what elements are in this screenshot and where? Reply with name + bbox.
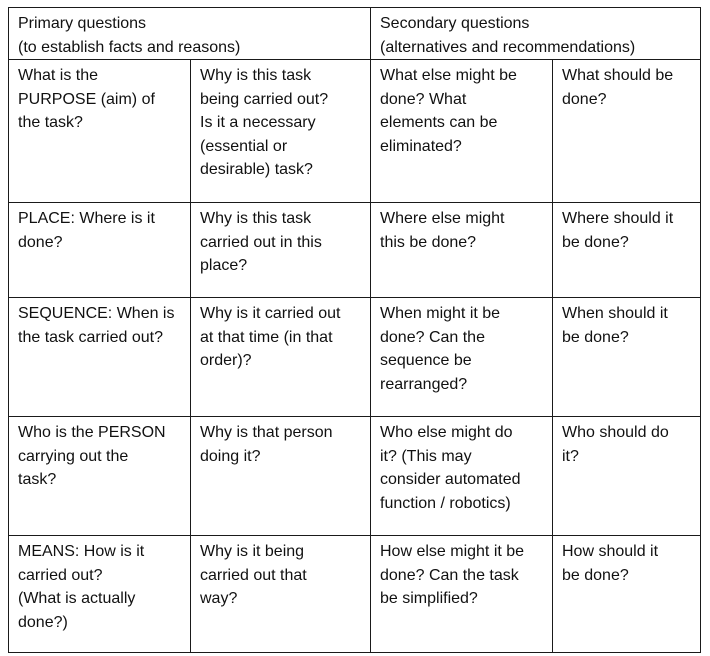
why-cell: Why is that person doing it? [191, 417, 371, 536]
recommendation-cell: Who should do it? [553, 417, 701, 536]
header-row [9, 8, 701, 60]
alternative-cell: When might it be done? Can the sequence be rearranged? [371, 298, 553, 417]
recommendation-cell: When should it be done? [553, 298, 701, 417]
table-row [9, 203, 701, 298]
question-cell: PLACE: Where is it done? [9, 203, 191, 298]
alternative-cell: How else might it be done? Can the task be simplified? [371, 536, 553, 653]
table-row [9, 298, 701, 417]
why-cell: Why is it being carried out that way? [191, 536, 371, 653]
recommendation-cell: Where should it be done? [553, 203, 701, 298]
recommendation-cell: How should it be done? [553, 536, 701, 653]
question-cell: Who is the PERSON carrying out the task? [9, 417, 191, 536]
recommendation-cell: What should be done? [553, 60, 701, 203]
why-cell: Why is it carried out at that time (in that order)? [191, 298, 371, 417]
table-row [9, 60, 701, 203]
primary-questions-header: Primary questions (to establish facts and reasons) [9, 8, 371, 60]
why-cell: Why is this task being carried out? Is it a necessary (essential or desirable) task? [191, 60, 371, 203]
why-cell: Why is this task carried out in this place? [191, 203, 371, 298]
question-cell: MEANS: How is it carried out? (What is actually done?) [9, 536, 191, 653]
table-row [9, 417, 701, 536]
question-cell: SEQUENCE: When is the task carried out? [9, 298, 191, 417]
alternative-cell: Who else might do it? (This may consider automated function / robotics) [371, 417, 553, 536]
secondary-questions-header: Secondary questions (alternatives and recommendations) [371, 8, 701, 60]
table-row [9, 536, 701, 653]
question-cell: What is the PURPOSE (aim) of the task? [9, 60, 191, 203]
alternative-cell: Where else might this be done? [371, 203, 553, 298]
questions-table [8, 7, 701, 653]
questions-table-wrapper [8, 7, 701, 653]
alternative-cell: What else might be done? What elements can be eliminated? [371, 60, 553, 203]
